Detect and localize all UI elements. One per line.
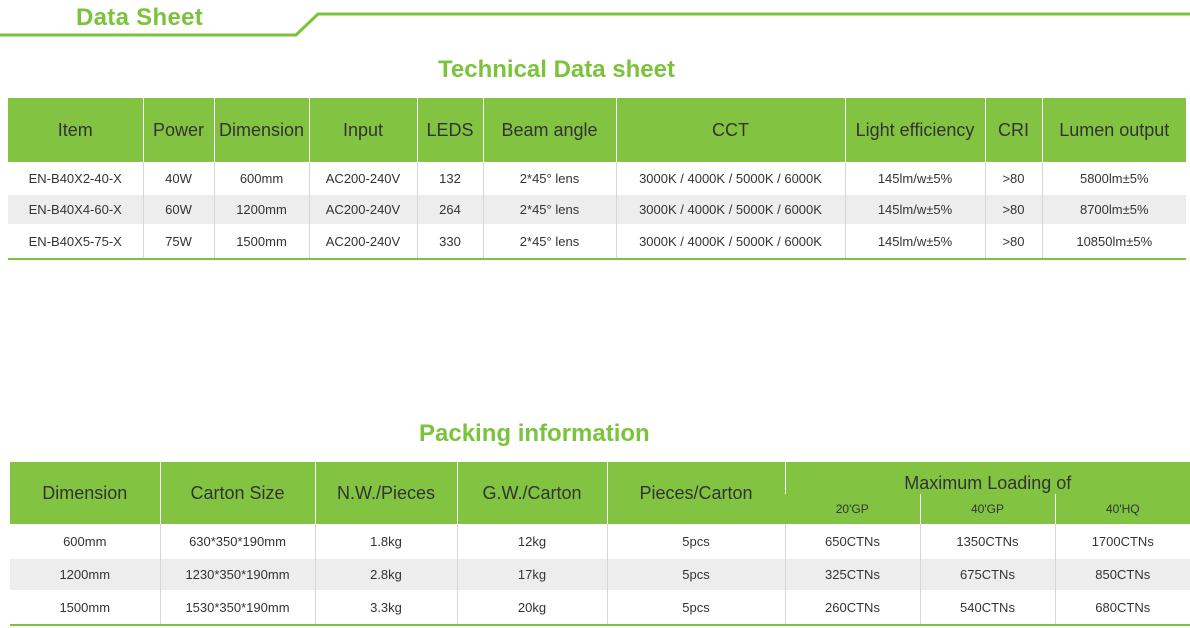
subheader-40hq: 40'HQ [1055,494,1190,524]
cell-cri: >80 [985,162,1042,195]
table-row [10,559,1190,590]
cell-gw-carton: 12kg [457,524,607,559]
header-dimension: Dimension [10,462,160,524]
header-nw-pieces: N.W./Pieces [315,462,457,524]
table-row [10,524,1190,559]
subheader-20gp: 20'GP [785,494,920,524]
cell-beam-angle: 2*45° lens [483,195,616,224]
table-row [10,590,1190,625]
cell-input: AC200-240V [309,162,417,195]
header-carton-size: Carton Size [160,462,315,524]
cell-40gp: 540CTNs [920,590,1055,625]
packing-header-row [10,462,1190,494]
header-item: Item [8,98,143,162]
cell-cct: 3000K / 4000K / 5000K / 6000K [616,224,845,259]
header-pieces-carton: Pieces/Carton [607,462,785,524]
cell-item: EN-B40X5-75-X [8,224,143,259]
header-gw-carton: G.W./Carton [457,462,607,524]
cell-beam-angle: 2*45° lens [483,224,616,259]
cell-input: AC200-240V [309,195,417,224]
cell-lumen-output: 8700lm±5% [1042,195,1186,224]
table-row [8,162,1186,195]
cell-pieces-carton: 5pcs [607,524,785,559]
cell-nw-pieces: 2.8kg [315,559,457,590]
cell-lumen-output: 10850lm±5% [1042,224,1186,259]
cell-power: 40W [143,162,214,195]
banner-title: Data Sheet [76,4,204,31]
cell-lumen-output: 5800lm±5% [1042,162,1186,195]
cell-light-efficiency: 145lm/w±5% [845,195,985,224]
cell-dimension: 1500mm [214,224,309,259]
table-row [8,224,1186,259]
cell-dimension: 1200mm [214,195,309,224]
header-input: Input [309,98,417,162]
cell-cct: 3000K / 4000K / 5000K / 6000K [616,162,845,195]
header-light-efficiency: Light efficiency [845,98,985,162]
cell-leds: 132 [417,162,483,195]
technical-data-table [8,98,1186,260]
cell-cct: 3000K / 4000K / 5000K / 6000K [616,195,845,224]
cell-cri: >80 [985,195,1042,224]
subheader-40gp: 40'GP [920,494,1055,524]
cell-nw-pieces: 3.3kg [315,590,457,625]
cell-leds: 264 [417,195,483,224]
cell-carton-size: 1530*350*190mm [160,590,315,625]
cell-power: 60W [143,195,214,224]
header-maximum-loading: Maximum Loading of [785,462,1190,494]
cell-gw-carton: 20kg [457,590,607,625]
cell-20gp: 650CTNs [785,524,920,559]
header-cri: CRI [985,98,1042,162]
cell-dimension: 1200mm [10,559,160,590]
table-row [8,195,1186,224]
cell-40hq: 1700CTNs [1055,524,1190,559]
cell-input: AC200-240V [309,224,417,259]
cell-gw-carton: 17kg [457,559,607,590]
packing-title: Packing information [419,420,650,447]
cell-light-efficiency: 145lm/w±5% [845,224,985,259]
cell-carton-size: 630*350*190mm [160,524,315,559]
header-beam-angle: Beam angle [483,98,616,162]
cell-20gp: 325CTNs [785,559,920,590]
cell-40hq: 850CTNs [1055,559,1190,590]
header-dimension: Dimension [214,98,309,162]
cell-item: EN-B40X2-40-X [8,162,143,195]
cell-cri: >80 [985,224,1042,259]
cell-40gp: 1350CTNs [920,524,1055,559]
technical-header-row [8,98,1186,162]
cell-light-efficiency: 145lm/w±5% [845,162,985,195]
cell-pieces-carton: 5pcs [607,559,785,590]
cell-20gp: 260CTNs [785,590,920,625]
cell-40hq: 680CTNs [1055,590,1190,625]
header-cct: CCT [616,98,845,162]
header-power: Power [143,98,214,162]
packing-info-table [10,462,1190,626]
cell-dimension: 600mm [10,524,160,559]
technical-title: Technical Data sheet [438,56,675,83]
cell-dimension: 600mm [214,162,309,195]
cell-item: EN-B40X4-60-X [8,195,143,224]
data-sheet-banner [0,0,1190,40]
cell-carton-size: 1230*350*190mm [160,559,315,590]
cell-leds: 330 [417,224,483,259]
header-leds: LEDS [417,98,483,162]
cell-power: 75W [143,224,214,259]
header-lumen-output: Lumen output [1042,98,1186,162]
cell-beam-angle: 2*45° lens [483,162,616,195]
cell-nw-pieces: 1.8kg [315,524,457,559]
cell-pieces-carton: 5pcs [607,590,785,625]
cell-40gp: 675CTNs [920,559,1055,590]
cell-dimension: 1500mm [10,590,160,625]
